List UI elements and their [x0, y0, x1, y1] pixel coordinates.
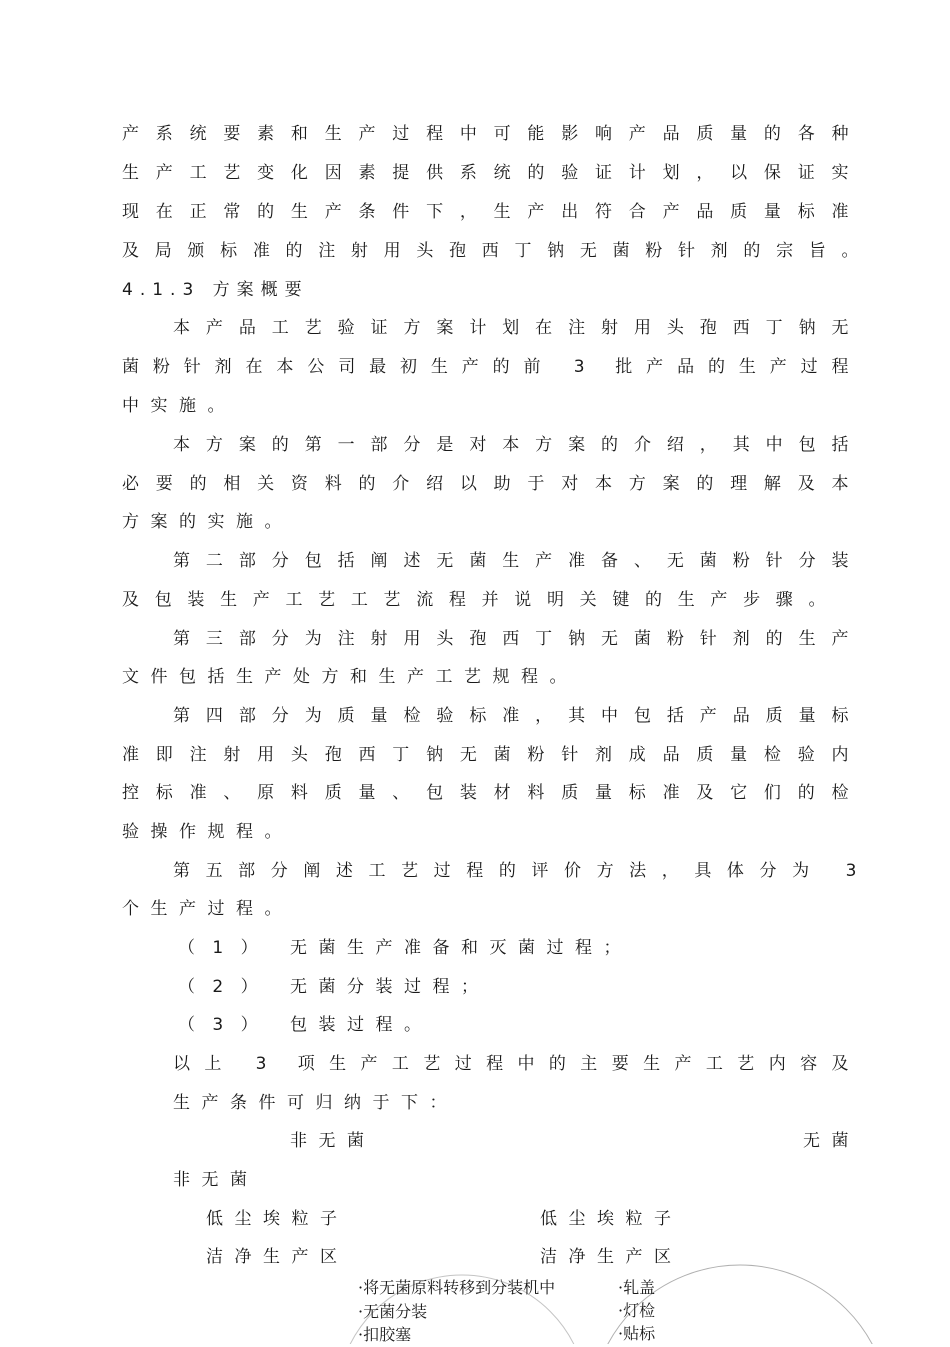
paragraph-line: 准即注射用头孢西丁钠无菌粉针剂成品质量检验内 [122, 745, 860, 765]
right-zone-line: 洁净生产区 [540, 1247, 683, 1267]
paragraph-line: 第五部分阐述工艺过程的评价方法，具体分为 3 [173, 861, 868, 881]
list-number: （ 1 ） [178, 938, 264, 958]
paragraph-line: 第二部分包括阐述无菌生产准备、无菌粉针分装 [173, 551, 860, 571]
middle-step: ·无菌分装 [358, 1302, 428, 1321]
paragraph-line: 菌粉针剂在本公司最初生产的前 3 批产品的生产过程 [122, 357, 860, 377]
paragraph-line: 第四部分为质量检验标准，其中包括产品质量标 [173, 706, 860, 726]
paragraph-line: 验操作规程。 [122, 822, 293, 842]
paragraph-line: 第三部分为注射用头孢西丁钠无菌粉针剂的生产 [173, 629, 860, 649]
summary-line: 生产条件可归纳于下： [173, 1093, 458, 1113]
right-step: ·灯检 [618, 1301, 656, 1320]
body-line: 现在正常的生产条件下，生产出符合产品质量标准 [122, 202, 860, 222]
paragraph-line: 中实施。 [122, 396, 236, 416]
left-zone-line: 低尘埃粒子 [206, 1209, 349, 1229]
paragraph-line: 控标准、原料质量、包装材料质量标准及它们的检 [122, 783, 860, 803]
list-number: （ 3 ） [178, 1015, 264, 1035]
label-non-sterile: 非无菌 [290, 1131, 376, 1151]
paragraph-line: 个生产过程。 [122, 899, 293, 919]
middle-step: ·将无菌原料转移到分装机中 [358, 1278, 556, 1297]
paragraph-line: 本产品工艺验证方案计划在注射用头孢西丁钠无 [173, 318, 860, 338]
list-item-text: 无菌生产准备和灭菌过程； [290, 938, 632, 958]
right-step: ·轧盖 [618, 1278, 656, 1297]
body-line: 及局颁标准的注射用头孢西丁钠无菌粉针剂的宗旨。 [122, 241, 870, 261]
label-sterile: 无菌 [803, 1131, 860, 1151]
summary-line: 以上 3 项生产工艺过程中的主要生产工艺内容及 [173, 1054, 860, 1074]
middle-step: ·扣胶塞 [358, 1325, 412, 1344]
paragraph-line: 必要的相关资料的介绍以助于对本方案的理解及本 [122, 474, 860, 494]
list-number: （ 2 ） [178, 977, 264, 997]
paragraph-line: 方案的实施。 [122, 512, 293, 532]
left-zone-line: 洁净生产区 [206, 1247, 349, 1267]
right-zone-line: 低尘埃粒子 [540, 1209, 683, 1229]
paragraph-line: 及包装生产工艺工艺流程并说明关键的生产步骤。 [122, 590, 837, 610]
paragraph-line: 文件包括生产处方和生产工艺规程。 [122, 667, 578, 687]
paragraph-line: 本方案的第一部分是对本方案的介绍，其中包括 [173, 435, 860, 455]
section-heading: 4.1.3 方案概要 [122, 280, 309, 300]
list-item-text: 包装过程。 [290, 1015, 433, 1035]
label-non-sterile-2: 非无菌 [173, 1170, 259, 1190]
list-item-text: 无菌分装过程； [290, 977, 490, 997]
right-step: ·贴标 [618, 1324, 656, 1343]
body-line: 生产工艺变化因素提供系统的验证计划，以保证实 [122, 163, 860, 183]
body-line: 产系统要素和生产过程中可能影响产品质量的各种 [122, 124, 860, 144]
